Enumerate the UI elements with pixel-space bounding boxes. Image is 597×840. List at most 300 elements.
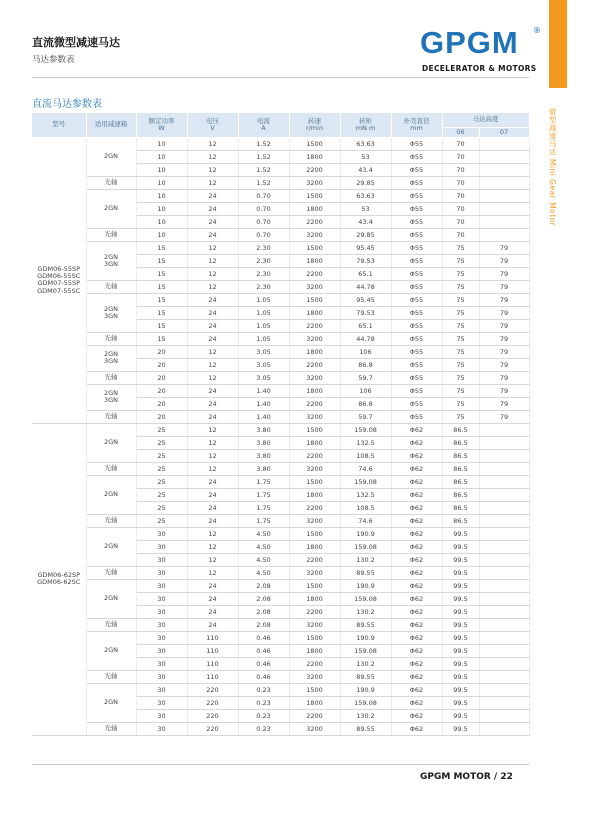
model-cell: GDM06-62SP GDM06-62SC [32,423,86,735]
height-06-cell: 70 [442,137,479,150]
voltage-cell: 24 [187,501,238,514]
torque-cell: 108.5 [340,449,391,462]
current-cell: 4.50 [238,527,289,540]
current-cell: 0.70 [238,215,289,228]
height-06-cell: 99.5 [442,566,479,579]
height-07-cell [479,644,529,657]
current-cell: 0.23 [238,696,289,709]
brand-logo: GPGM [420,25,519,60]
speed-cell: 1800 [289,540,340,553]
diameter-cell: Φ55 [391,319,442,332]
torque-cell: 89.55 [340,670,391,683]
speed-cell: 3200 [289,176,340,189]
header-gearbox: 适用减速箱 [86,113,136,137]
height-06-cell: 99.5 [442,644,479,657]
torque-cell: 29.85 [340,228,391,241]
height-07-cell: 79 [479,358,529,371]
speed-cell: 3200 [289,514,340,527]
torque-cell: 79.53 [340,306,391,319]
spec-table-body [32,137,529,735]
voltage-cell: 12 [187,436,238,449]
speed-cell: 1800 [289,644,340,657]
table-row [32,462,529,475]
height-06-cell: 99.5 [442,631,479,644]
height-06-cell: 86.5 [442,423,479,436]
height-07-cell [479,189,529,202]
height-06-cell: 75 [442,241,479,254]
diameter-cell: Φ62 [391,605,442,618]
torque-cell: 130.2 [340,709,391,722]
speed-cell: 2200 [289,657,340,670]
diameter-cell: Φ55 [391,137,442,150]
height-06-cell: 86.5 [442,514,479,527]
current-cell: 0.46 [238,631,289,644]
torque-cell: 106 [340,384,391,397]
power-cell: 20 [136,410,187,423]
diameter-cell: Φ55 [391,241,442,254]
height-06-cell: 70 [442,202,479,215]
diameter-cell: Φ62 [391,449,442,462]
current-cell: 0.23 [238,722,289,735]
table-row [32,384,529,397]
height-06-cell: 70 [442,176,479,189]
power-cell: 15 [136,267,187,280]
height-07-cell: 79 [479,306,529,319]
power-cell: 10 [136,189,187,202]
header-speed: 转速 r/min [289,113,340,137]
height-07-cell [479,215,529,228]
speed-cell: 1800 [289,488,340,501]
current-cell: 1.40 [238,410,289,423]
torque-cell: 132.5 [340,488,391,501]
table-row [32,670,529,683]
height-07-cell [479,449,529,462]
height-06-cell: 86.5 [442,501,479,514]
diameter-cell: Φ55 [391,254,442,267]
height-06-cell: 99.5 [442,527,479,540]
torque-cell: 59.7 [340,371,391,384]
header-power: 额定功率 W [136,113,187,137]
table-row [32,176,529,189]
height-07-cell [479,670,529,683]
model-cell: GDM06-55SP GDM06-55SC GDM07-55SP GDM07-55SC [32,137,86,423]
power-cell: 30 [136,709,187,722]
height-06-cell: 86.5 [442,436,479,449]
speed-cell: 1800 [289,345,340,358]
diameter-cell: Φ62 [391,670,442,683]
voltage-cell: 24 [187,202,238,215]
height-06-cell: 86.5 [442,462,479,475]
voltage-cell: 24 [187,605,238,618]
gearbox-cell: 2GN [86,527,136,566]
speed-cell: 1500 [289,241,340,254]
current-cell: 2.30 [238,241,289,254]
speed-cell: 1500 [289,189,340,202]
power-cell: 15 [136,293,187,306]
height-06-cell: 75 [442,319,479,332]
height-07-cell [479,501,529,514]
voltage-cell: 12 [187,150,238,163]
header-diameter: 外壳直径 mm [391,113,442,137]
torque-cell: 132.5 [340,436,391,449]
speed-cell: 3200 [289,228,340,241]
current-cell: 0.70 [238,202,289,215]
current-cell: 1.52 [238,150,289,163]
power-cell: 25 [136,475,187,488]
current-cell: 1.75 [238,488,289,501]
voltage-cell: 12 [187,241,238,254]
height-07-cell: 79 [479,410,529,423]
current-cell: 3.05 [238,345,289,358]
speed-cell: 3200 [289,670,340,683]
speed-cell: 3200 [289,371,340,384]
speed-cell: 1500 [289,631,340,644]
current-cell: 2.08 [238,618,289,631]
voltage-cell: 24 [187,319,238,332]
voltage-cell: 12 [187,345,238,358]
voltage-cell: 12 [187,462,238,475]
height-07-cell [479,540,529,553]
gearbox-cell: 光轴 [86,618,136,631]
speed-cell: 3200 [289,462,340,475]
voltage-cell: 24 [187,579,238,592]
side-category-label: 微型减速马达 Mini Gear Motor [548,108,557,227]
header-motor-height: 马达高度 [442,113,529,127]
current-cell: 4.50 [238,553,289,566]
power-cell: 30 [136,605,187,618]
gearbox-cell: 光轴 [86,514,136,527]
power-cell: 20 [136,358,187,371]
torque-cell: 86.8 [340,358,391,371]
voltage-cell: 24 [187,488,238,501]
speed-cell: 2200 [289,319,340,332]
power-cell: 15 [136,241,187,254]
voltage-cell: 24 [187,306,238,319]
torque-cell: 89.55 [340,566,391,579]
height-07-cell [479,722,529,735]
speed-cell: 2200 [289,163,340,176]
speed-cell: 2200 [289,501,340,514]
current-cell: 0.23 [238,683,289,696]
current-cell: 1.05 [238,319,289,332]
table-row [32,371,529,384]
table-row [32,410,529,423]
height-06-cell: 75 [442,332,479,345]
height-06-cell: 75 [442,358,479,371]
height-06-cell: 86.5 [442,488,479,501]
gearbox-cell: 光轴 [86,462,136,475]
height-07-cell [479,696,529,709]
speed-cell: 2200 [289,449,340,462]
height-07-cell [479,228,529,241]
voltage-cell: 12 [187,137,238,150]
power-cell: 25 [136,423,187,436]
gearbox-cell: 2GN [86,189,136,228]
torque-cell: 44.78 [340,280,391,293]
gearbox-cell: 2GN [86,631,136,670]
current-cell: 2.30 [238,254,289,267]
diameter-cell: Φ62 [391,618,442,631]
table-row [32,280,529,293]
power-cell: 10 [136,163,187,176]
power-cell: 30 [136,618,187,631]
speed-cell: 3200 [289,410,340,423]
speed-cell: 3200 [289,280,340,293]
torque-cell: 53 [340,202,391,215]
voltage-cell: 12 [187,280,238,293]
speed-cell: 1800 [289,592,340,605]
header-height-06: 06 [442,127,479,137]
gearbox-cell: 2GN [86,683,136,722]
diameter-cell: Φ55 [391,228,442,241]
power-cell: 25 [136,514,187,527]
height-07-cell [479,462,529,475]
table-row [32,579,529,592]
power-cell: 30 [136,540,187,553]
power-cell: 25 [136,462,187,475]
power-cell: 30 [136,553,187,566]
speed-cell: 2200 [289,215,340,228]
torque-cell: 159.08 [340,696,391,709]
voltage-cell: 12 [187,566,238,579]
height-06-cell: 75 [442,254,479,267]
table-row [32,475,529,488]
diameter-cell: Φ55 [391,306,442,319]
voltage-cell: 220 [187,683,238,696]
table-row [32,241,529,254]
height-06-cell: 99.5 [442,657,479,670]
table-row [32,228,529,241]
torque-cell: 89.55 [340,618,391,631]
current-cell: 0.70 [238,228,289,241]
torque-cell: 29.85 [340,176,391,189]
voltage-cell: 24 [187,397,238,410]
voltage-cell: 24 [187,228,238,241]
side-accent-bar [549,0,567,88]
torque-cell: 86.8 [340,397,391,410]
torque-cell: 43.4 [340,163,391,176]
power-cell: 30 [136,683,187,696]
current-cell: 1.75 [238,501,289,514]
height-07-cell: 79 [479,384,529,397]
gearbox-cell: 光轴 [86,670,136,683]
current-cell: 2.08 [238,605,289,618]
height-06-cell: 75 [442,267,479,280]
speed-cell: 1500 [289,579,340,592]
diameter-cell: Φ55 [391,176,442,189]
speed-cell: 1800 [289,436,340,449]
height-06-cell: 70 [442,189,479,202]
voltage-cell: 24 [187,332,238,345]
header-torque: 转矩 mN.m [340,113,391,137]
table-row [32,618,529,631]
footer-page-label: GPGM MOTOR / 22 [420,772,513,782]
torque-cell: 59.7 [340,410,391,423]
speed-cell: 2200 [289,709,340,722]
torque-cell: 190.9 [340,527,391,540]
motor-spec-table [32,113,530,736]
height-06-cell: 99.5 [442,696,479,709]
voltage-cell: 12 [187,371,238,384]
current-cell: 1.52 [238,137,289,150]
gearbox-cell: 光轴 [86,566,136,579]
height-07-cell [479,202,529,215]
registered-mark: ® [533,26,541,35]
height-06-cell: 99.5 [442,618,479,631]
table-row [32,189,529,202]
torque-cell: 159.08 [340,475,391,488]
speed-cell: 1500 [289,527,340,540]
speed-cell: 1500 [289,137,340,150]
diameter-cell: Φ62 [391,488,442,501]
torque-cell: 130.2 [340,553,391,566]
height-06-cell: 75 [442,345,479,358]
gearbox-cell: 2GN [86,423,136,462]
torque-cell: 44.78 [340,332,391,345]
height-07-cell [479,592,529,605]
table-row [32,566,529,579]
height-07-cell: 79 [479,319,529,332]
voltage-cell: 24 [187,189,238,202]
power-cell: 20 [136,397,187,410]
gearbox-cell: 2GN 3GN [86,384,136,410]
torque-cell: 190.9 [340,579,391,592]
speed-cell: 2200 [289,267,340,280]
torque-cell: 159.08 [340,423,391,436]
height-07-cell: 79 [479,345,529,358]
height-06-cell: 75 [442,371,479,384]
diameter-cell: Φ62 [391,423,442,436]
diameter-cell: Φ55 [391,397,442,410]
torque-cell: 43.4 [340,215,391,228]
torque-cell: 53 [340,150,391,163]
header-voltage: 电压 V [187,113,238,137]
speed-cell: 1800 [289,202,340,215]
power-cell: 20 [136,371,187,384]
header-height-07: 07 [479,127,529,137]
height-06-cell: 70 [442,150,479,163]
current-cell: 1.05 [238,306,289,319]
diameter-cell: Φ55 [391,150,442,163]
power-cell: 10 [136,202,187,215]
height-07-cell [479,514,529,527]
power-cell: 20 [136,384,187,397]
speed-cell: 1800 [289,696,340,709]
diameter-cell: Φ62 [391,540,442,553]
speed-cell: 1800 [289,306,340,319]
torque-cell: 130.2 [340,605,391,618]
current-cell: 2.30 [238,280,289,293]
height-07-cell: 79 [479,332,529,345]
table-row [32,683,529,696]
height-07-cell [479,553,529,566]
torque-cell: 63.63 [340,189,391,202]
diameter-cell: Φ55 [391,189,442,202]
current-cell: 2.08 [238,579,289,592]
current-cell: 3.80 [238,423,289,436]
diameter-cell: Φ55 [391,345,442,358]
voltage-cell: 12 [187,358,238,371]
height-07-cell [479,436,529,449]
current-cell: 3.80 [238,436,289,449]
torque-cell: 159.08 [340,592,391,605]
voltage-cell: 110 [187,631,238,644]
voltage-cell: 220 [187,722,238,735]
height-06-cell: 99.5 [442,683,479,696]
power-cell: 30 [136,566,187,579]
voltage-cell: 24 [187,592,238,605]
voltage-cell: 24 [187,293,238,306]
gearbox-cell: 光轴 [86,371,136,384]
diameter-cell: Φ55 [391,371,442,384]
power-cell: 10 [136,176,187,189]
current-cell: 3.80 [238,462,289,475]
current-cell: 2.30 [238,267,289,280]
speed-cell: 1800 [289,150,340,163]
height-07-cell [479,527,529,540]
current-cell: 0.23 [238,709,289,722]
speed-cell: 3200 [289,722,340,735]
height-07-cell: 79 [479,280,529,293]
speed-cell: 1800 [289,384,340,397]
current-cell: 4.50 [238,566,289,579]
current-cell: 0.46 [238,670,289,683]
current-cell: 4.50 [238,540,289,553]
power-cell: 15 [136,332,187,345]
power-cell: 15 [136,306,187,319]
height-06-cell: 75 [442,293,479,306]
speed-cell: 1500 [289,423,340,436]
diameter-cell: Φ62 [391,462,442,475]
diameter-cell: Φ62 [391,475,442,488]
speed-cell: 3200 [289,332,340,345]
voltage-cell: 24 [187,618,238,631]
gearbox-cell: 2GN [86,137,136,176]
height-06-cell: 75 [442,280,479,293]
voltage-cell: 110 [187,670,238,683]
height-07-cell: 79 [479,267,529,280]
diameter-cell: Φ62 [391,631,442,644]
speed-cell: 1500 [289,293,340,306]
page-subtitle: 马达参数表 [32,55,75,65]
brand-tagline: DECELERATOR & MOTORS [422,64,537,73]
speed-cell: 3200 [289,618,340,631]
height-07-cell [479,488,529,501]
height-06-cell: 75 [442,384,479,397]
table-row [32,514,529,527]
voltage-cell: 24 [187,475,238,488]
voltage-cell: 110 [187,644,238,657]
diameter-cell: Φ62 [391,722,442,735]
current-cell: 1.52 [238,163,289,176]
current-cell: 1.40 [238,384,289,397]
power-cell: 25 [136,449,187,462]
power-cell: 30 [136,592,187,605]
height-06-cell: 99.5 [442,709,479,722]
height-06-cell: 86.5 [442,475,479,488]
voltage-cell: 110 [187,657,238,670]
power-cell: 25 [136,488,187,501]
diameter-cell: Φ62 [391,436,442,449]
torque-cell: 108.5 [340,501,391,514]
diameter-cell: Φ55 [391,267,442,280]
voltage-cell: 12 [187,449,238,462]
current-cell: 0.70 [238,189,289,202]
height-06-cell: 70 [442,163,479,176]
torque-cell: 190.9 [340,631,391,644]
current-cell: 1.05 [238,332,289,345]
table-row [32,423,529,436]
